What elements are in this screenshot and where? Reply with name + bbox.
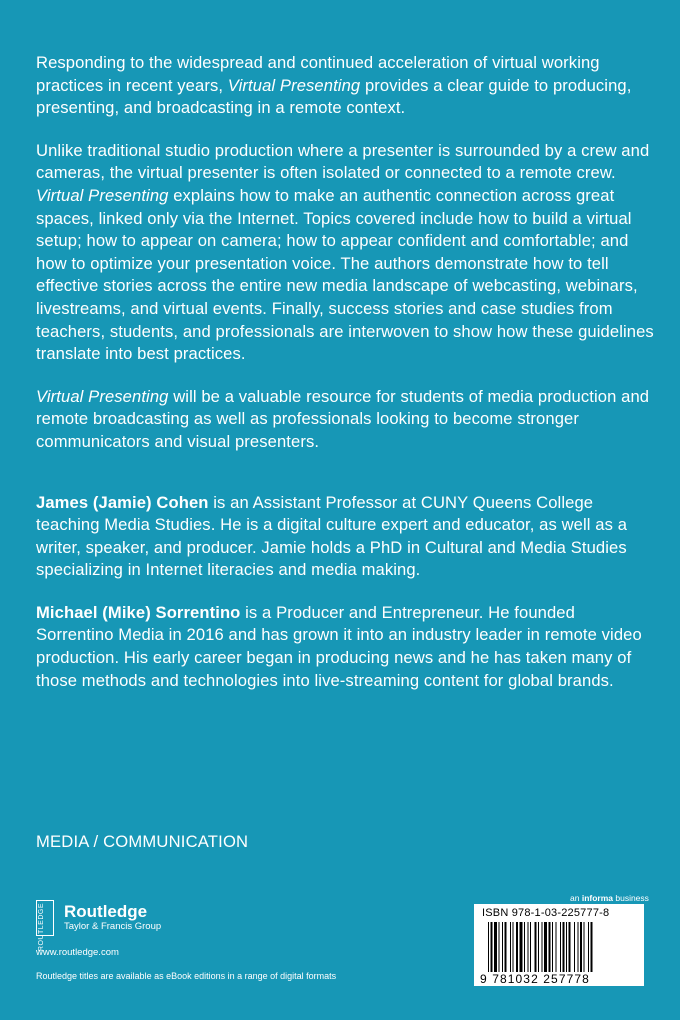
author-bio-sorrentino: Michael (Mike) Sorrentino is a Producer and Entrepreneur. He founded Sorrentino Media in 2016 and has grown it into an industry leader in remote video production. His early career began in producing news and he has taken many of those methods and technologies into live-streaming content for global brands. [36, 602, 642, 690]
isbn-label: ISBN 978-1-03-225777-8 [482, 907, 610, 919]
author-bio-cohen: James (Jamie) Cohen is an Assistant Professor at CUNY Queens College teaching Media Studies. He is a digital culture expert and educator, as well as a writer, speaker, and producer. Jamie holds a PhD in Cultural and Media Studies specializing in Internet literacies and media making. [36, 492, 628, 580]
ebook-note: Routledge titles are available as eBook editions in a range of digital formats [36, 971, 337, 981]
publisher-url: www.routledge.com [36, 947, 119, 958]
publisher-group: Taylor & Francis Group [64, 921, 162, 932]
blurb-paragraph-3: Virtual Presenting will be a valuable resource for students of media production and remote broadcasting as well as professionals looking to become stronger communicators and visual presenters. [36, 386, 650, 451]
routledge-mark-icon: ROUTLEDGE [36, 900, 54, 936]
informa-business-tag: an informa business [570, 893, 649, 903]
back-cover-blurb [36, 52, 656, 712]
publisher-logo [36, 900, 162, 952]
blurb-paragraph-2: Unlike traditional studio production where a presenter is surrounded by a crew and cameras, the virtual presenter is often isolated or connected to a remote crew. Virtual Presenting explains how to make an authentic connection across great spaces, linked only via the Internet. Topics covered include how to build a virtual setup; how to appear on camera; how to appear confident and comfortable; and how to optimize your presentation voice. The authors demonstrate how to tell effective stories across the entire new media landscape of webcasting, webinars, livestreams, and virtual events. Finally, success stories and case studies from teachers, students, and professionals are interwoven to show how these guidelines translate into best practices. [36, 140, 654, 364]
isbn-barcode [474, 904, 644, 986]
isbn-digits: 9 781032 257778 [480, 972, 590, 986]
blurb-paragraph-1: Responding to the widespread and continued acceleration of virtual working practices in recent years, Virtual Presenting provides a clear guide to producing, presenting, and broadcasting in a remote context. [36, 53, 632, 118]
publisher-name: Routledge [64, 902, 148, 921]
barcode-bars-icon [488, 922, 634, 972]
subject-category: MEDIA / COMMUNICATION [36, 832, 249, 851]
